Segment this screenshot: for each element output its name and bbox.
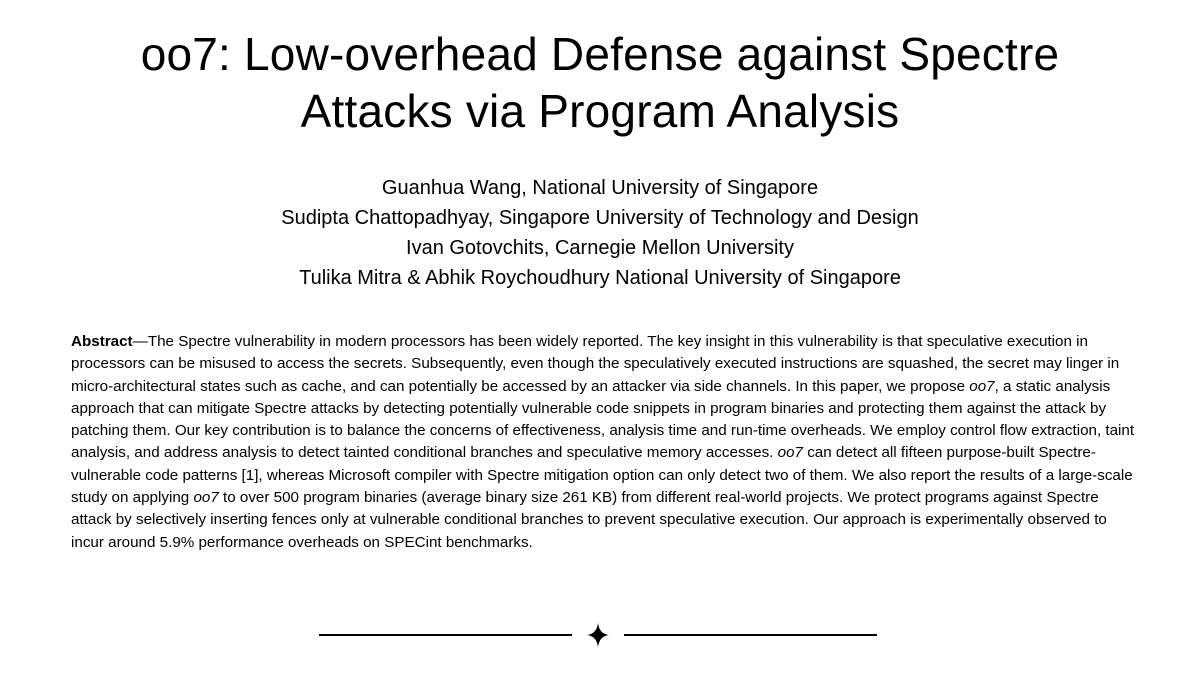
title-line-1: oo7: Low-overhead Defense against Spectre xyxy=(140,28,1060,80)
abstract-text-part-3: can detect all fifteen purpose-built Spectre-vulnerable code patterns [1], whereas Microsoft compiler with Spectre mitigation option can only detect two of them. We also report the results of a large-scale study on applying xyxy=(71,444,1133,507)
paper-title xyxy=(0,26,1200,140)
abstract-text-part-4: to over 500 program binaries (average binary size 261 KB) from different real-world projects. We protect programs against Spectre attack by selectively inserting fences only at vulnerable conditional branches to prevent speculative execution. Our approach is experimentally observed to incur around 5.9% performance overheads on SPECint benchmarks. xyxy=(71,489,1107,551)
tool-name-oo7: oo7 xyxy=(777,444,803,462)
abstract-dash: — xyxy=(132,333,148,350)
divider-line-right xyxy=(624,634,877,636)
divider-line-left xyxy=(319,634,572,636)
author-line: Ivan Gotovchits, Carnegie Mellon University xyxy=(406,237,794,259)
author-list xyxy=(0,173,1200,293)
author-line: Guanhua Wang, National University of Singapore xyxy=(381,177,819,199)
author-line: Sudipta Chattopadhyay, Singapore University of Technology and Design xyxy=(281,207,919,229)
title-line-2: Attacks via Program Analysis xyxy=(300,85,900,137)
abstract-paragraph xyxy=(71,331,1141,554)
abstract-text-part-2: , a static analysis approach that can mitigate Spectre attacks by detecting potentially vulnerable code snippets in program binaries and protecting them against the attack by patching them. Our key contribution is to balance the concerns of effectiveness, analysis time and run-time overheads. We employ control flow extraction, taint analysis, and address analysis to detect tainted conditional branches and speculative memory accesses. xyxy=(71,377,1135,462)
abstract-text-part-1: The Spectre vulnerability in modern processors has been widely reported. The key insight in this vulnerability is that speculative execution in processors can be misused to access the secrets. Subsequently, even though the speculatively executed instructions are squashed, the secret may linger in micro-architectural states such as cache, and can potentially be accessed by an attacker via side channels. In this paper, we propose xyxy=(71,333,1120,395)
tool-name-oo7: oo7 xyxy=(969,377,995,395)
tool-name-oo7: oo7 xyxy=(193,489,219,507)
author-line: Tulika Mitra & Abhik Roychoudhury National University of Singapore xyxy=(299,267,901,289)
section-divider xyxy=(0,622,1200,648)
abstract-label: Abstract xyxy=(71,333,133,350)
four-point-star-icon xyxy=(586,622,610,648)
